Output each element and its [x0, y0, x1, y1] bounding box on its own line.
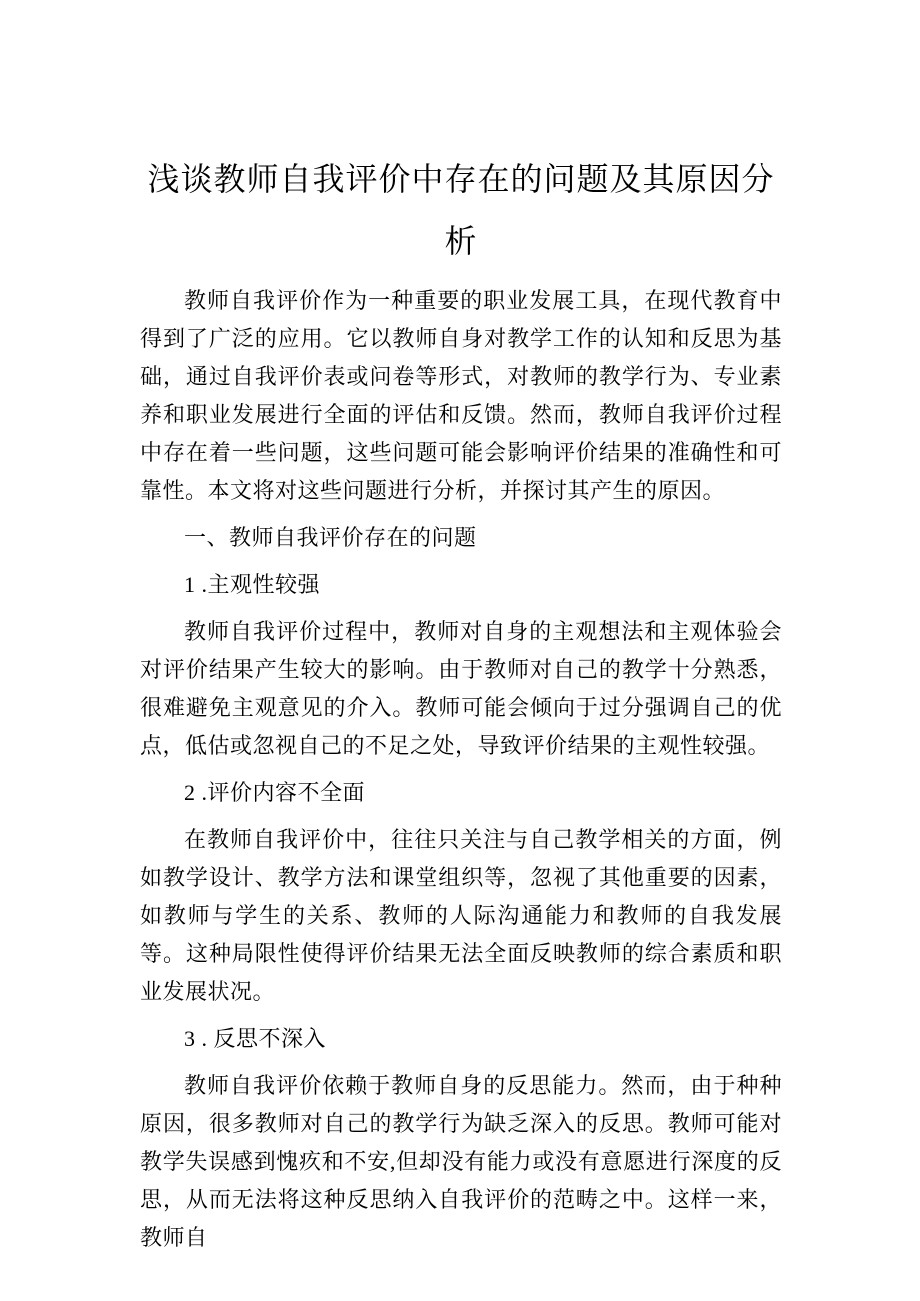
paragraph-intro: 教师自我评价作为一种重要的职业发展工具，在现代教育中得到了广泛的应用。它以教师自身对教学工作的认知和反思为基础，通过自我评价表或问卷等形式，对教师的教学行为、专业素养和职业发展进行全面的评估和反馈。然而，教师自我评价过程中存在着一些问题，这些问题可能会影响评价结果的准确性和可靠性。本文将对这些问题进行分析，并探讨其产生的原因。: [140, 288, 782, 503]
page-title: 浅谈教师自我评价中存在的问题及其原因分析: [147, 161, 775, 259]
subsection-heading-1-2: 2 .评价内容不全面: [184, 780, 366, 805]
paragraph-content-incomplete: 在教师自我评价中，往往只关注与自己教学相关的方面，例如教学设计、教学方法和课堂组织等，忽视了其他重要的因素，如教师与学生的关系、教师的人际沟通能力和教师的自我发展等。这种局限性使得评价结果无法全面反映教师的综合素质和职业发展状况。: [140, 827, 782, 1004]
paragraph-reflection-shallow: 教师自我评价依赖于教师自身的反思能力。然而，由于种种原因，很多教师对自己的教学行为缺乏深入的反思。教师可能对教学失误感到愧疚和不安,但却没有能力或没有意愿进行深度的反思，从而无法将这种反思纳入自我评价的范畴之中。这样一来，教师自: [140, 1073, 782, 1250]
subsection-heading-1-1: 1 .主观性较强: [184, 572, 321, 597]
section-heading-1: 一、教师自我评价存在的问题: [184, 525, 477, 550]
paragraph-subjectivity: 教师自我评价过程中，教师对自身的主观想法和主观体验会对评价结果产生较大的影响。由于教师对自己的教学十分熟悉，很难避免主观意见的介入。教师可能会倾向于过分强调自己的优点，低估或忽视自己的不足之处，导致评价结果的主观性较强。: [140, 619, 782, 758]
subsection-heading-1-3: 3 . 反思不深入: [184, 1026, 327, 1051]
